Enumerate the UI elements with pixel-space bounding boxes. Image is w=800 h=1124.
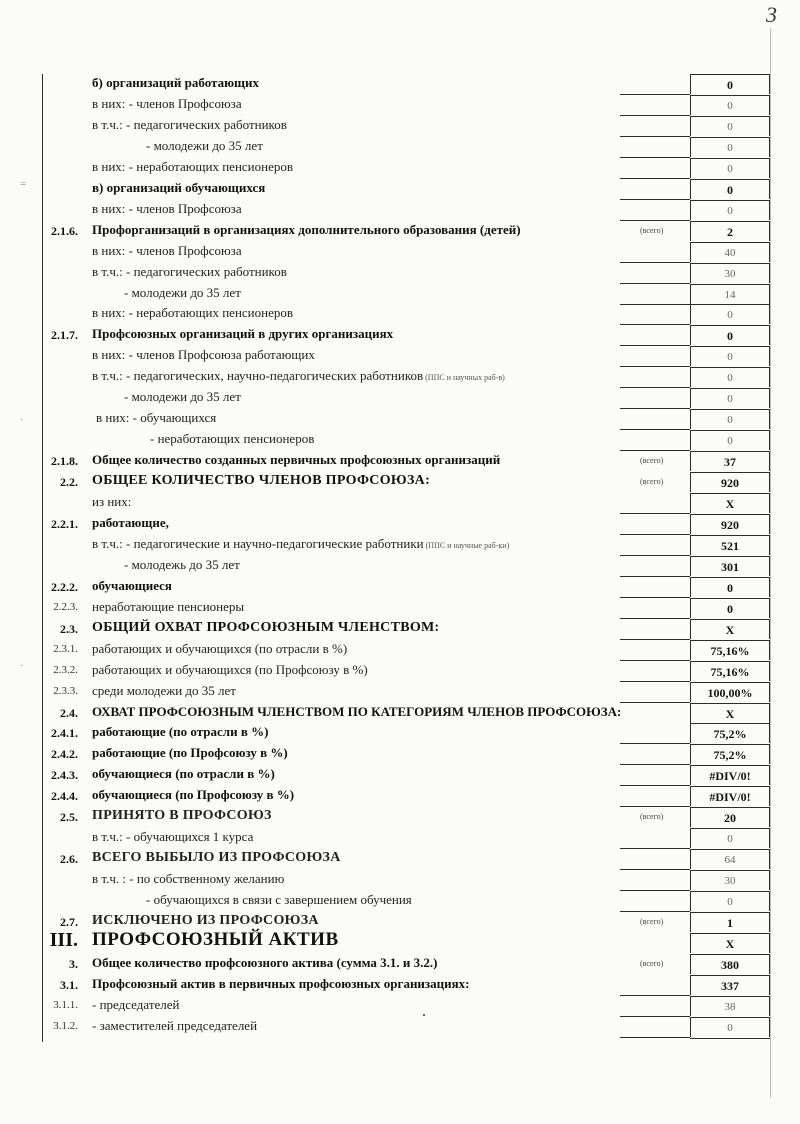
row-label-text: - неработающих пенсионеров	[150, 431, 315, 446]
table-row	[0, 158, 800, 179]
value-cell: 64	[690, 849, 770, 869]
value-cell: 0	[690, 158, 770, 178]
value-cell: 75,2%	[690, 744, 770, 764]
scan-mark: ·	[20, 414, 24, 426]
row-label-text: - заместителей председателей	[92, 1018, 258, 1033]
row-label	[124, 557, 240, 573]
table-row	[0, 430, 800, 451]
row-code: 2.7.	[60, 915, 78, 929]
row-label	[92, 997, 180, 1013]
row-label-text: в них: - членов Профсоюза	[92, 201, 242, 216]
row-label-text: ПРОФСОЮЗНЫЙ АКТИВ	[92, 929, 339, 950]
row-label-text: работающие,	[92, 515, 169, 530]
row-label-text: обучающиеся	[92, 578, 172, 593]
row-label-text: - молодежи до 35 лет	[124, 285, 241, 300]
table-row	[0, 996, 800, 1017]
row-label-text: ОБЩЕЕ КОЛИЧЕСТВО ЧЛЕНОВ ПРОФСОЮЗА:	[92, 473, 431, 488]
value-cell: 0	[690, 179, 770, 199]
table-row	[0, 703, 800, 724]
row-label	[92, 75, 259, 91]
row-label-text: ВСЕГО ВЫБЫЛО ИЗ ПРОФСОЮЗА	[92, 850, 341, 865]
table-row	[0, 304, 800, 325]
row-code: 2.5.	[60, 810, 78, 824]
row-code: 2.4.4.	[51, 789, 78, 803]
row-label	[124, 389, 241, 405]
value-cell: 0	[690, 598, 770, 618]
value-cell: 0	[690, 1017, 770, 1037]
value-cell: 2	[690, 221, 770, 241]
row-label-text: в них: - неработающих пенсионеров	[92, 159, 293, 174]
row-label-text: - молодежи до 35 лет	[146, 138, 263, 153]
row-label	[92, 96, 242, 112]
row-label-text: в т.ч.: - педагогических работников	[92, 117, 287, 132]
row-label	[92, 368, 505, 384]
table-row	[0, 409, 800, 430]
row-code: 2.2.2.	[51, 580, 78, 594]
table-row	[0, 723, 800, 744]
row-code: 2.1.8.	[51, 454, 78, 468]
row-label	[92, 536, 509, 552]
table-row	[0, 807, 800, 828]
row-label-text: работающие (по отрасли в %)	[92, 724, 269, 739]
table-row	[0, 388, 800, 409]
value-cell: 38	[690, 996, 770, 1016]
row-label	[92, 452, 500, 468]
value-cell: 0	[690, 116, 770, 136]
row-code: 2.1.7.	[51, 328, 78, 342]
row-label-text: Профорганизаций в организациях дополнительного образования (детей)	[92, 222, 521, 237]
row-label	[146, 138, 263, 154]
table-row	[0, 74, 800, 95]
value-cell: X	[690, 703, 770, 723]
row-code: III.	[49, 929, 78, 951]
value-cell: 0	[690, 200, 770, 220]
row-note: (ППС и научные раб-ки)	[423, 541, 510, 550]
table-row	[0, 640, 800, 661]
row-code: 2.3.3.	[53, 685, 78, 697]
value-cell: #DIV/0!	[690, 765, 770, 785]
table-row	[0, 556, 800, 577]
row-label-text: Профсоюзный актив в первичных профсоюзных организациях:	[92, 976, 470, 991]
row-label-text: в т.ч.: - педагогические и научно-педагогические работники	[92, 536, 424, 551]
row-label	[92, 955, 437, 971]
row-label-text: в них: - обучающихся	[96, 410, 217, 425]
row-label	[92, 745, 288, 761]
row-code: 2.3.	[60, 622, 78, 636]
row-code: 2.4.1.	[51, 726, 78, 740]
row-label	[92, 808, 272, 824]
value-cell: 0	[690, 137, 770, 157]
row-label	[92, 662, 368, 678]
table-row	[0, 765, 800, 786]
page-number: 3	[766, 2, 777, 27]
value-cell: 20	[690, 807, 770, 827]
value-cell: 521	[690, 535, 770, 555]
value-cell: X	[690, 619, 770, 639]
value-cell: 75,16%	[690, 661, 770, 681]
value-cell: 0	[690, 346, 770, 366]
table-row	[0, 493, 800, 514]
row-label-text: в них: - членов Профсоюза работающих	[92, 347, 315, 362]
row-label-text: обучающиеся (по отрасли в %)	[92, 766, 275, 781]
row-label	[92, 494, 131, 510]
total-marker: (всего)	[640, 917, 664, 926]
row-label-text: в них: - неработающих пенсионеров	[92, 305, 293, 320]
table-row	[0, 284, 800, 305]
row-label-text: работающие (по Профсоюзу в %)	[92, 745, 288, 760]
row-label	[92, 473, 430, 489]
row-label	[92, 929, 339, 951]
value-cell: 380	[690, 954, 770, 974]
row-label	[150, 431, 314, 447]
table-row	[0, 346, 800, 367]
value-cell: 30	[690, 263, 770, 283]
row-code: 2.4.2.	[51, 747, 78, 761]
value-cell: 0	[690, 95, 770, 115]
row-label-text: среди молодежи до 35 лет	[92, 683, 236, 698]
value-cell: 40	[690, 242, 770, 262]
value-cell: 1	[690, 912, 770, 932]
total-marker: (всего)	[640, 456, 664, 465]
scan-mark: ·	[20, 660, 24, 672]
row-label-text: в т.ч.: - педагогических, научно-педагогических работников	[92, 368, 424, 383]
table-row	[0, 849, 800, 870]
row-label-text: в т.ч.: - педагогических работников	[92, 264, 287, 279]
total-marker: (всего)	[640, 226, 664, 235]
value-cell: 0	[690, 577, 770, 597]
row-code: 2.2.	[60, 475, 78, 489]
table-row	[0, 975, 800, 996]
value-cell: X	[690, 493, 770, 513]
value-cell: 0	[690, 430, 770, 450]
value-cell: 0	[690, 891, 770, 911]
table-bottom-border	[690, 1038, 770, 1039]
table-row	[0, 179, 800, 200]
row-label-text: ПРИНЯТО В ПРОФСОЮЗ	[92, 808, 272, 823]
row-code: 2.2.3.	[53, 601, 78, 613]
row-label-text: - молодежи до 35 лет	[124, 389, 241, 404]
table-row	[0, 954, 800, 975]
row-label	[92, 305, 293, 321]
value-cell: 100,00%	[690, 682, 770, 702]
row-label-text: Профсоюзных организаций в других организациях	[92, 326, 394, 341]
value-cell: X	[690, 933, 770, 953]
table-row	[0, 661, 800, 682]
row-label	[96, 410, 216, 426]
value-cell: 0	[690, 325, 770, 345]
value-cell: 0	[690, 409, 770, 429]
row-label	[92, 515, 169, 531]
row-note: (ППС и научных раб-в)	[423, 373, 505, 382]
row-label	[92, 222, 521, 238]
row-label-text: ИСКЛЮЧЕНО ИЗ ПРОФСОЮЗА	[92, 913, 319, 928]
row-label	[92, 578, 172, 594]
value-cell: 0	[690, 304, 770, 324]
row-label-text: ОБЩИЙ ОХВАТ ПРОФСОЮЗНЫМ ЧЛЕНСТВОМ:	[92, 620, 440, 635]
table-row	[0, 535, 800, 556]
value-cell: 37	[690, 451, 770, 471]
row-label	[92, 117, 287, 133]
row-label	[92, 871, 284, 887]
row-code: 2.4.	[60, 706, 78, 720]
row-code: 3.1.2.	[53, 1020, 78, 1032]
value-cell: 0	[690, 74, 770, 94]
row-label-text: работающих и обучающихся (по отрасли в %)	[92, 641, 348, 656]
value-cell: 0	[690, 828, 770, 848]
row-label-text: - председателей	[92, 997, 180, 1012]
row-label	[92, 201, 242, 217]
row-label-text: ОХВАТ ПРОФСОЮЗНЫМ ЧЛЕНСТВОМ ПО КАТЕГОРИЯМ ЧЛЕНОВ ПРОФСОЮЗА:	[92, 704, 622, 719]
table-row	[0, 95, 800, 116]
scan-speck	[423, 1014, 425, 1016]
table-row	[0, 116, 800, 137]
row-label-text: работающих и обучающихся (по Профсоюзу в %)	[92, 662, 368, 677]
row-label	[92, 787, 294, 803]
row-label	[146, 892, 412, 908]
table-row	[0, 242, 800, 263]
leader-line	[620, 1037, 690, 1038]
row-label	[92, 620, 440, 636]
row-label	[92, 913, 319, 929]
row-label	[92, 1018, 257, 1034]
row-code: 3.1.1.	[53, 999, 78, 1011]
value-cell: 301	[690, 556, 770, 576]
table-row	[0, 619, 800, 640]
row-label-text: в них: - членов Профсоюза	[92, 243, 242, 258]
row-label-text: - молодежь до 35 лет	[124, 557, 240, 572]
row-label	[92, 850, 341, 866]
total-marker: (всего)	[640, 959, 664, 968]
row-label-text: обучающиеся (по Профсоюзу в %)	[92, 787, 295, 802]
table-row	[0, 137, 800, 158]
table-row	[0, 472, 800, 493]
row-label	[92, 641, 347, 657]
table-row	[0, 786, 800, 807]
row-label	[92, 829, 253, 845]
value-cell: 920	[690, 472, 770, 492]
table-row	[0, 200, 800, 221]
row-label	[92, 347, 315, 363]
table-row	[0, 325, 800, 346]
row-label	[92, 599, 244, 615]
row-label-text: в них: - членов Профсоюза	[92, 96, 242, 111]
row-label-text: неработающие пенсионеры	[92, 599, 245, 614]
table-row	[0, 598, 800, 619]
row-label	[92, 243, 242, 259]
row-label-text: в т.ч.: - обучающихся 1 курса	[92, 829, 254, 844]
table-row	[0, 367, 800, 388]
row-label-text: в) организаций обучающихся	[92, 180, 266, 195]
row-code: 2.1.6.	[51, 224, 78, 238]
row-code: 2.3.1.	[53, 643, 78, 655]
table-row	[0, 221, 800, 242]
table-row	[0, 451, 800, 472]
table-row	[0, 870, 800, 891]
row-code: 3.	[69, 957, 78, 971]
row-label	[92, 724, 268, 740]
table-row	[0, 577, 800, 598]
row-code: 2.2.1.	[51, 517, 78, 531]
row-code: 2.4.3.	[51, 768, 78, 782]
row-label-text: из них:	[92, 494, 132, 509]
total-marker: (всего)	[640, 812, 664, 821]
table-row	[0, 929, 800, 954]
value-cell: 0	[690, 388, 770, 408]
row-label	[124, 285, 241, 301]
row-code: 3.1.	[60, 978, 78, 992]
row-label	[92, 180, 265, 196]
row-label	[92, 704, 621, 720]
table-row	[0, 682, 800, 703]
value-cell: 920	[690, 514, 770, 534]
value-cell: #DIV/0!	[690, 786, 770, 806]
row-label	[92, 326, 393, 342]
value-cell: 75,2%	[690, 723, 770, 743]
value-cell: 75,16%	[690, 640, 770, 660]
row-label	[92, 159, 293, 175]
value-cell: 30	[690, 870, 770, 890]
scan-mark: =	[20, 178, 27, 190]
row-label-text: в т.ч. : - по собственному желанию	[92, 871, 285, 886]
table-row	[0, 1017, 800, 1038]
row-label-text: - обучающихся в связи с завершением обучения	[146, 892, 412, 907]
row-label-text: Общее количество созданных первичных профсоюзных организаций	[92, 452, 501, 467]
row-label	[92, 976, 470, 992]
row-code: 2.6.	[60, 852, 78, 866]
value-cell: 0	[690, 367, 770, 387]
table-row	[0, 514, 800, 535]
row-code: 2.3.2.	[53, 664, 78, 676]
table-row	[0, 263, 800, 284]
row-label	[92, 766, 275, 782]
value-cell: 14	[690, 284, 770, 304]
row-label	[92, 683, 236, 699]
row-label-text: Общее количество профсоюзного актива (сумма 3.1. и 3.2.)	[92, 955, 438, 970]
total-marker: (всего)	[640, 477, 664, 486]
value-cell: 337	[690, 975, 770, 995]
row-label-text: б) организаций работающих	[92, 75, 259, 90]
table-row	[0, 828, 800, 849]
row-label	[92, 264, 287, 280]
table-row	[0, 891, 800, 912]
table-row	[0, 744, 800, 765]
